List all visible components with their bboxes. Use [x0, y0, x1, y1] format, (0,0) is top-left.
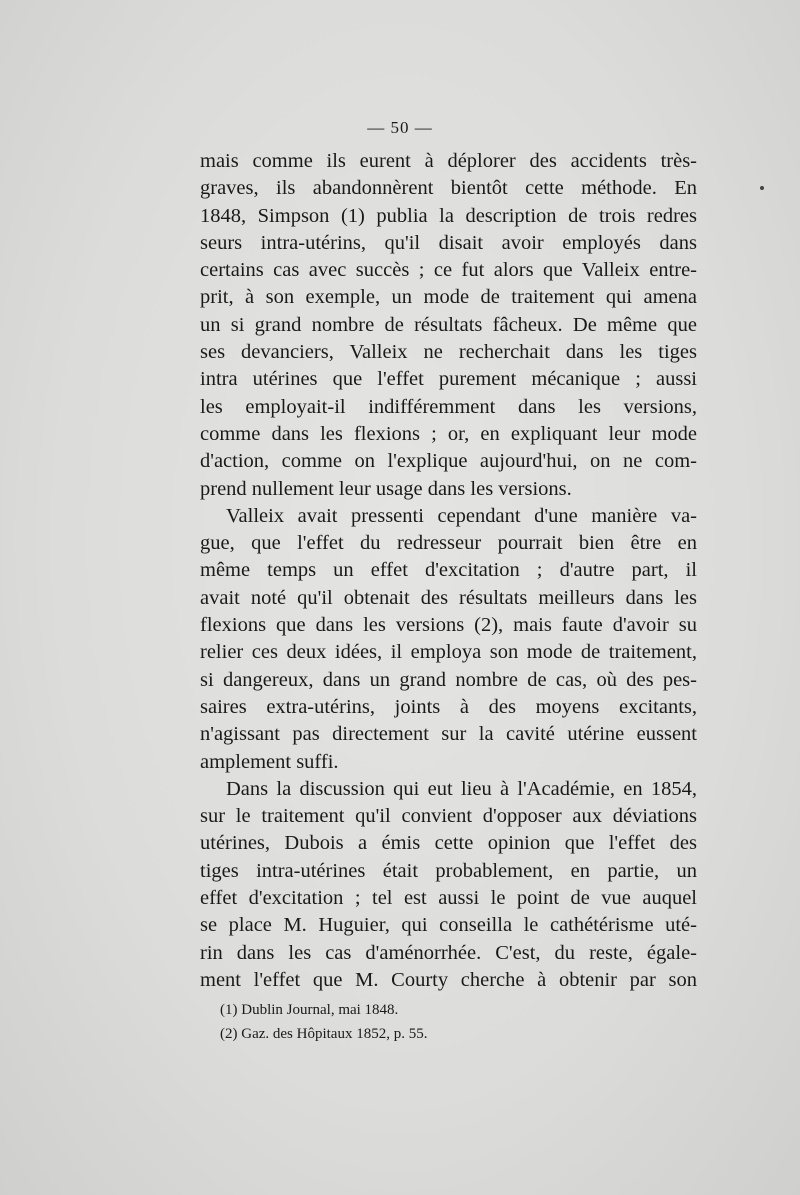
text-line: graves, ils abandonnèrent bientôt cette méthode. En: [200, 177, 697, 200]
text-line: prit, à son exemple, un mode de traitement qui amena: [200, 286, 697, 309]
text-line: 1848, Simpson (1) publia la description de trois redres: [200, 204, 697, 227]
text-line: relier ces deux idées, il employa son mode de traitement,: [200, 641, 697, 664]
text-line: utérines, Dubois a émis cette opinion que l'effet des: [200, 832, 697, 855]
text-line: sur le traitement qu'il convient d'opposer aux déviations: [200, 805, 697, 828]
text-line: certains cas avec succès ; ce fut alors que Valleix entre-: [200, 259, 697, 282]
text-line: prend nullement leur usage dans les versions.: [200, 477, 572, 500]
text-line: comme dans les flexions ; or, en expliquant leur mode: [200, 422, 697, 445]
body-text: [200, 148, 697, 994]
text-line: n'agissant pas directement sur la cavité utérine eussent: [200, 723, 697, 746]
ink-speck: [760, 186, 764, 190]
text-line: tiges intra-utérines était probablement, en partie, un: [200, 859, 697, 882]
text-line: ses devanciers, Valleix ne recherchait dans les tiges: [200, 341, 697, 364]
text-line: amplement suffi.: [200, 750, 339, 773]
paragraph-3: [200, 776, 697, 994]
text-line: mais comme ils eurent à déplorer des accidents très-: [200, 150, 697, 172]
text-line: rin dans les cas d'aménorrhée. C'est, du reste, égale-: [200, 941, 697, 964]
text-line: un si grand nombre de résultats fâcheux. De même que: [200, 313, 697, 336]
text-line: même temps un effet d'excitation ; d'autre part, il: [200, 559, 697, 582]
text-line: les employait-il indifféremment dans les versions,: [200, 395, 697, 418]
paragraph-2: [200, 503, 697, 776]
text-line: gue, que l'effet du redresseur pourrait bien être en: [200, 532, 697, 555]
text-line: effet d'excitation ; tel est aussi le point de vue auquel: [200, 887, 697, 910]
text-line: avait noté qu'il obtenait des résultats meilleurs dans les: [200, 586, 697, 609]
footnote-1: (1) Dublin Journal, mai 1848.: [220, 1002, 399, 1018]
footnotes: [220, 998, 427, 1046]
text-line: flexions que dans les versions (2), mais faute d'avoir su: [200, 614, 697, 637]
text-line: d'action, comme on l'explique aujourd'hui, on ne com-: [200, 450, 697, 473]
text-line: intra utérines que l'effet purement mécanique ; aussi: [200, 368, 697, 391]
text-line: Dans la discussion qui eut lieu à l'Académie, en 1854,: [226, 777, 697, 800]
page-number: — 50 —: [367, 118, 433, 137]
text-line: seurs intra-utérins, qu'il disait avoir employés dans: [200, 231, 697, 254]
text-line: ment l'effet que M. Courty cherche à obtenir par son: [200, 968, 697, 991]
text-line: saires extra-utérins, joints à des moyens excitants,: [200, 695, 697, 718]
text-line: Valleix avait pressenti cependant d'une manière va-: [226, 504, 697, 527]
text-line: si dangereux, dans un grand nombre de cas, où des pes-: [200, 668, 697, 691]
footnote-2: (2) Gaz. des Hôpitaux 1852, p. 55.: [220, 1026, 428, 1042]
text-line: se place M. Huguier, qui conseilla le cathétérisme uté-: [200, 914, 697, 937]
paragraph-1: [200, 148, 697, 503]
